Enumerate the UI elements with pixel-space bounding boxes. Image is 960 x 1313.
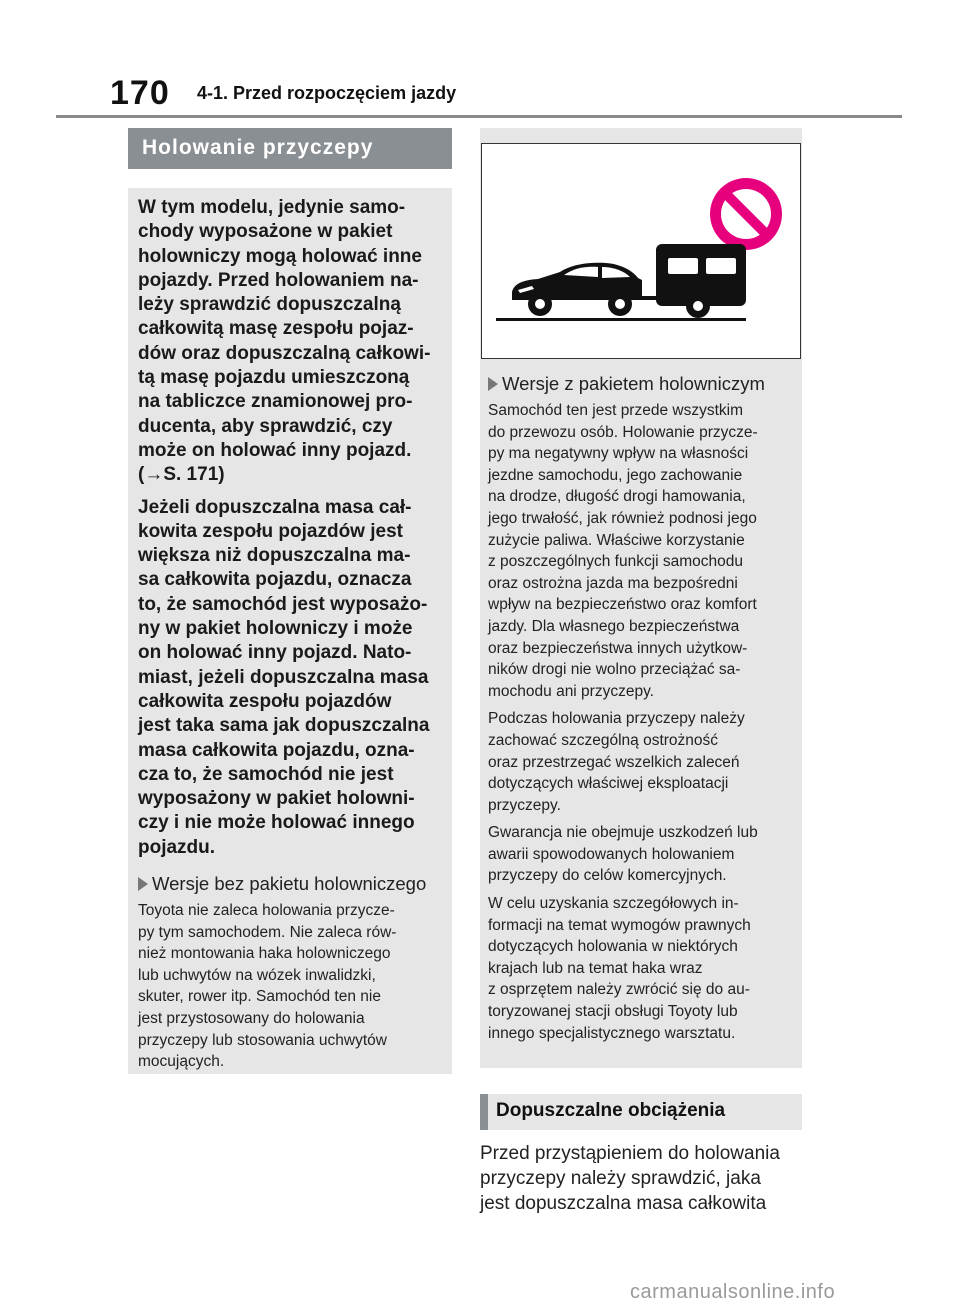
text-line: innego specjalistycznego warsztatu. [488, 1024, 736, 1042]
text-line: zużycie paliwa. Właściwe korzystanie [488, 531, 745, 549]
text-line: czy i nie może holować innego [138, 812, 415, 834]
text-line: przyczepy. [488, 796, 561, 814]
text-line: kowita zespołu pojazdów jest [138, 520, 403, 542]
text-line: mocujących. [138, 1053, 225, 1071]
text-line: skuter, rower itp. Samochód ten nie [138, 988, 381, 1006]
text-line: większa niż dopuszczalna ma- [138, 545, 411, 567]
subheading-text: Wersje bez pakietu holowniczego [152, 873, 427, 895]
text-line: wyposażony w pakiet holowni- [138, 788, 415, 810]
text-line: przyczepy należy sprawdzić, jaka [480, 1168, 761, 1189]
no-towing-illustration [481, 143, 801, 359]
text-line: formacji na temat wymogów prawnych [488, 916, 751, 934]
text-line: jest dopuszczalna masa całkowita [480, 1193, 767, 1214]
text-line: pojazdy. Przed holowaniem na- [138, 269, 419, 291]
tow-package-paragraph-2 [488, 708, 796, 816]
text-line: na drodze, długość drogi hamowania, [488, 488, 746, 506]
text-line: mochodu ani przyczepy. [488, 682, 654, 700]
text-line: dotyczących holowania w niektórych [488, 938, 738, 956]
text-line: Podczas holowania przyczepy należy [488, 710, 745, 728]
text-line: może on holować inny pojazd. [138, 439, 412, 461]
text-line: jezdne samochodu, jego zachowanie [488, 466, 743, 484]
no-tow-package-subheading [138, 872, 442, 896]
text-line: na tabliczce znamionowej pro- [138, 391, 413, 413]
text-line: dów oraz dopuszczalną całkowi- [138, 342, 431, 364]
text-line: Toyota nie zaleca holowania przycze- [138, 902, 395, 920]
text-line: py ma negatywny wpływ na własności [488, 445, 749, 463]
text-line: Przed przystąpieniem do holowania [480, 1143, 780, 1164]
text-line: py tym samochodem. Nie zaleca rów- [138, 923, 397, 941]
text-line: z poszczególnych funkcji samochodu [488, 553, 744, 571]
text-line: przyczepy do celów komercyjnych. [488, 867, 727, 885]
text-line: oraz ostrożna jazda ma bezpośredni [488, 574, 738, 592]
text-line: całkowita zespołu pojazdów [138, 690, 392, 712]
text-line: pojazdu. [138, 836, 216, 858]
towing-info-box [128, 188, 452, 1074]
text-line: ników drogi nie wolno przeciążać sa- [488, 661, 741, 679]
text-line: lub uchwytów na wózek inwalidzki, [138, 966, 376, 984]
text-line: leży sprawdzić dopuszczalną [138, 294, 401, 316]
watermark: carmanualsonline.info [630, 1281, 836, 1303]
tow-package-paragraph-4 [488, 893, 796, 1044]
header-divider [56, 115, 902, 118]
page-number: 170 [110, 74, 170, 112]
text-line: Jeżeli dopuszczalna masa cał- [138, 496, 412, 518]
text-line: jazdy. Dla własnego bezpieczeństwa [488, 617, 740, 635]
allowed-loads-paragraph [480, 1141, 810, 1216]
text-line: to, że samochód jest wyposażo- [138, 593, 428, 615]
text-line: dotyczących właściwej eksploatacji [488, 775, 729, 793]
no-tow-package-paragraph [138, 900, 442, 1073]
triangle-bullet-icon [138, 877, 148, 891]
allowed-loads-title: Dopuszczalne obciążenia [496, 1100, 726, 1121]
text-line: całkowitą masę zespołu pojaz- [138, 318, 414, 340]
text-line: ny w pakiet holowniczy i może [138, 618, 413, 640]
text-line: Samochód ten jest przede wszystkim [488, 402, 743, 419]
page-reference: (→S. 171) [138, 464, 225, 486]
text-line: jest taka sama jak dopuszczalna [138, 715, 430, 737]
text-line: awarii spowodowanych holowaniem [488, 845, 735, 863]
section-header: 4-1. Przed rozpoczęciem jazdy [197, 83, 457, 103]
tow-package-text [488, 372, 796, 1050]
tow-package-subheading [488, 372, 796, 396]
tow-package-paragraph-3 [488, 822, 796, 887]
triangle-bullet-icon [488, 377, 498, 391]
text-line: jest przystosowany do holowania [138, 1009, 365, 1027]
towing-intro-paragraph [138, 196, 442, 488]
allowed-loads-heading [480, 1094, 802, 1130]
text-line: tą masę pojazdu umieszczoną [138, 367, 410, 389]
text-line: nież montowania haka holowniczego [138, 945, 391, 963]
text-line: cza to, że samochód nie jest [138, 763, 394, 785]
text-line: krajach lub na temat haka wraz [488, 959, 703, 977]
text-line: z osprzętem należy zwrócić się do au- [488, 981, 750, 999]
text-line: oraz bezpieczeństwa innych użytkow- [488, 639, 748, 657]
text-line: oraz przestrzegać wszelkich zaleceń [488, 753, 740, 771]
text-line: zachować szczególną ostrożność [488, 731, 719, 749]
text-line: holowniczy mogą holować inne [138, 245, 422, 267]
text-line: do przewozu osób. Holowanie przycze- [488, 423, 758, 441]
text-line: sa całkowita pojazdu, oznacza [138, 569, 412, 591]
text-line: toryzowanej stacji obsługi Toyoty lub [488, 1003, 738, 1021]
text-line: W tym modelu, jedynie samo- [138, 197, 406, 218]
text-line: jego trwałość, jak również podnosi jego [488, 509, 757, 527]
text-line: przyczepy lub stosowania uchwytów [138, 1031, 387, 1049]
text-line: chody wyposażone w pakiet [138, 221, 393, 243]
text-line: W celu uzyskania szczegółowych in- [488, 895, 739, 913]
text-line: masa całkowita pojazdu, ozna- [138, 739, 415, 761]
car-trailer-prohibition-icon [482, 144, 800, 358]
heading-accent-bar [480, 1094, 488, 1130]
towing-section-title: Holowanie przyczepy [128, 128, 452, 169]
towing-weight-paragraph [138, 496, 442, 860]
text-line: on holować inny pojazd. Nato- [138, 642, 412, 664]
subheading-text: Wersje z pakietem holowniczym [502, 373, 765, 394]
text-line: wpływ na bezpieczeństwo oraz komfort [488, 596, 757, 614]
text-line: Gwarancja nie obejmuje uszkodzeń lub [488, 824, 758, 842]
text-line: ducenta, aby sprawdzić, czy [138, 415, 393, 437]
text-line: miast, jeżeli dopuszczalna masa [138, 666, 429, 688]
tow-package-paragraph-1 [488, 400, 796, 702]
